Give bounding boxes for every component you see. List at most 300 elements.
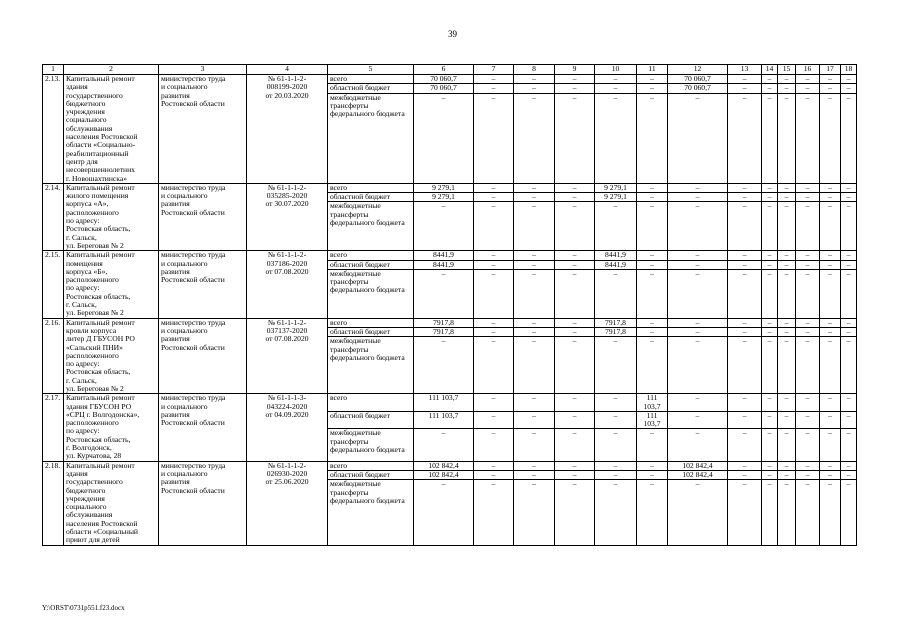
object-name-line: Ростовская область, bbox=[66, 435, 131, 444]
object-name-line: г. Сальск, bbox=[66, 301, 97, 310]
value-cell: – bbox=[841, 202, 857, 251]
object-name-line: приют для детей bbox=[66, 536, 120, 545]
value-cell: 9 279,1 bbox=[595, 183, 637, 192]
value-cell: – bbox=[820, 411, 841, 429]
value-cell: – bbox=[841, 337, 857, 394]
object-name bbox=[64, 394, 159, 461]
value-cell: – bbox=[820, 429, 841, 461]
value-cell: – bbox=[595, 411, 637, 429]
value-cell: – bbox=[778, 411, 796, 429]
expertise-document bbox=[247, 318, 328, 394]
value-cell: 70 060,7 bbox=[414, 75, 474, 84]
row-number: 2.17. bbox=[43, 394, 64, 461]
document-line: № 61-1-1-2- bbox=[267, 75, 307, 83]
value-cell: – bbox=[820, 327, 841, 336]
executor-line: развития bbox=[161, 200, 190, 209]
value-cell: – bbox=[728, 93, 762, 183]
expertise-document bbox=[247, 461, 328, 545]
footer-file-path: Y:\ORST\0731p551.f23.docx bbox=[42, 604, 125, 612]
value-cell: – bbox=[474, 327, 514, 336]
value-cell: – bbox=[474, 318, 514, 327]
executor-line: министерство труда bbox=[161, 461, 226, 470]
expertise-document bbox=[247, 394, 328, 461]
value-cell: – bbox=[762, 202, 778, 251]
value-cell: – bbox=[728, 337, 762, 394]
document-line: № 61-1-1-2- bbox=[267, 183, 307, 192]
value-cell: – bbox=[637, 480, 668, 545]
value-cell: – bbox=[762, 84, 778, 93]
value-cell: – bbox=[796, 461, 820, 470]
value-cell: – bbox=[820, 269, 841, 318]
value-cell: – bbox=[728, 183, 762, 192]
funding-source: областной бюджет bbox=[328, 470, 414, 479]
document-line: 008199-2020 bbox=[266, 83, 308, 92]
value-cell: – bbox=[778, 394, 796, 412]
value-cell: – bbox=[637, 269, 668, 318]
funding-source: всего bbox=[328, 461, 414, 470]
value-cell: – bbox=[474, 411, 514, 429]
row-number: 2.13. bbox=[43, 75, 64, 184]
column-header: 4 bbox=[247, 65, 328, 75]
value-cell: 111 103,7 bbox=[414, 411, 474, 429]
funding-source: областной бюджет bbox=[328, 193, 414, 202]
value-cell: – bbox=[820, 461, 841, 470]
object-name-line: расположенного bbox=[66, 351, 119, 360]
value-cell: – bbox=[514, 193, 555, 202]
funding-source: областной бюджет bbox=[328, 411, 414, 429]
value-cell: – bbox=[728, 193, 762, 202]
value-cell: – bbox=[555, 251, 595, 260]
funding-source: межбюджетные трансферты федерального бюджета bbox=[328, 202, 414, 251]
value-cell: – bbox=[514, 251, 555, 260]
object-name-line: государственного bbox=[66, 478, 123, 487]
table-row bbox=[43, 394, 857, 412]
document-line: от 30.07.2020 bbox=[265, 200, 309, 209]
funding-source: межбюджетные трансферты федерального бюджета bbox=[328, 269, 414, 318]
object-name-line: Капитальный ремонт bbox=[66, 461, 135, 470]
value-cell: – bbox=[796, 470, 820, 479]
column-header: 9 bbox=[555, 65, 595, 75]
executor-line: министерство труда bbox=[161, 394, 226, 403]
value-cell: – bbox=[474, 84, 514, 93]
object-name-line: Капитальный ремонт bbox=[66, 394, 135, 403]
value-cell: – bbox=[796, 327, 820, 336]
value-cell: – bbox=[555, 429, 595, 461]
executor-line: Ростовской области bbox=[161, 99, 225, 108]
value-cell: 8441,9 bbox=[595, 251, 637, 260]
object-name-line: ул. Береговая № 2 bbox=[66, 309, 124, 318]
object-name-line: по адресу: bbox=[66, 360, 100, 369]
value-cell: – bbox=[555, 75, 595, 84]
value-cell: – bbox=[668, 260, 728, 269]
value-cell: – bbox=[637, 75, 668, 84]
value-cell: – bbox=[762, 260, 778, 269]
value-cell: – bbox=[820, 84, 841, 93]
table-row bbox=[43, 318, 857, 327]
value-cell: – bbox=[762, 183, 778, 192]
value-cell: – bbox=[514, 202, 555, 251]
object-name bbox=[64, 251, 159, 318]
value-cell: – bbox=[762, 411, 778, 429]
value-cell: – bbox=[555, 84, 595, 93]
value-cell: 70 060,7 bbox=[668, 84, 728, 93]
document-line: от 25.06.2020 bbox=[265, 478, 309, 487]
value-cell: – bbox=[637, 251, 668, 260]
object-name-line: здания bbox=[66, 83, 88, 92]
value-cell: – bbox=[841, 75, 857, 84]
value-cell: – bbox=[514, 93, 555, 183]
value-cell: 111 103,7 bbox=[414, 394, 474, 412]
value-cell: – bbox=[820, 251, 841, 260]
executor-line: и социального bbox=[161, 83, 208, 92]
value-cell: – bbox=[820, 260, 841, 269]
value-cell: – bbox=[474, 183, 514, 192]
column-header: 11 bbox=[637, 65, 668, 75]
value-cell: – bbox=[841, 429, 857, 461]
value-cell: 7917,8 bbox=[414, 318, 474, 327]
value-cell: – bbox=[668, 337, 728, 394]
column-header: 2 bbox=[64, 65, 159, 75]
column-header: 7 bbox=[474, 65, 514, 75]
value-cell: – bbox=[414, 480, 474, 545]
object-name-line: по адресу: bbox=[66, 284, 100, 293]
object-name-line: корпуса «Б», bbox=[66, 267, 108, 276]
value-cell: – bbox=[778, 183, 796, 192]
value-cell: – bbox=[555, 260, 595, 269]
value-cell: – bbox=[637, 318, 668, 327]
value-cell: – bbox=[668, 429, 728, 461]
value-cell: – bbox=[778, 470, 796, 479]
value-cell: – bbox=[555, 411, 595, 429]
object-name-line: бюджетного bbox=[66, 99, 106, 108]
value-cell: – bbox=[474, 429, 514, 461]
row-number: 2.15. bbox=[43, 251, 64, 318]
page-number: 39 bbox=[448, 29, 457, 39]
funding-source: всего bbox=[328, 75, 414, 84]
value-cell: – bbox=[728, 411, 762, 429]
funding-source: межбюджетные трансферты федерального бюджета bbox=[328, 337, 414, 394]
value-cell: – bbox=[778, 260, 796, 269]
object-name-line: г. Сальск, bbox=[66, 233, 97, 242]
object-name bbox=[64, 461, 159, 545]
value-cell: 111 103,7 bbox=[637, 411, 668, 429]
value-cell: – bbox=[728, 260, 762, 269]
value-cell: – bbox=[820, 480, 841, 545]
document-line: № 61-1-1-2- bbox=[267, 251, 307, 260]
object-name-line: кровли корпуса bbox=[66, 326, 117, 335]
value-cell: – bbox=[668, 394, 728, 412]
value-cell: – bbox=[841, 411, 857, 429]
object-name-line: несовершеннолетних bbox=[66, 166, 135, 175]
executor-line: Ростовской области bbox=[161, 486, 225, 495]
value-cell: 7917,8 bbox=[414, 327, 474, 336]
executor-line: развития bbox=[161, 91, 190, 100]
value-cell: – bbox=[595, 84, 637, 93]
value-cell: – bbox=[474, 260, 514, 269]
value-cell: – bbox=[820, 93, 841, 183]
value-cell: – bbox=[762, 470, 778, 479]
executor-line: развития bbox=[161, 335, 190, 344]
value-cell: – bbox=[778, 193, 796, 202]
value-cell: 102 842,4 bbox=[668, 461, 728, 470]
value-cell: – bbox=[728, 84, 762, 93]
value-cell: – bbox=[668, 327, 728, 336]
value-cell: – bbox=[778, 480, 796, 545]
object-name-line: ул. Береговая № 2 bbox=[66, 384, 124, 393]
column-header: 6 bbox=[414, 65, 474, 75]
value-cell: – bbox=[668, 269, 728, 318]
executor-line: министерство труда bbox=[161, 251, 226, 260]
value-cell: – bbox=[668, 251, 728, 260]
executor-line: министерство труда bbox=[161, 183, 226, 192]
value-cell: – bbox=[728, 251, 762, 260]
value-cell: – bbox=[555, 337, 595, 394]
object-name bbox=[64, 75, 159, 184]
funding-source: областной бюджет bbox=[328, 260, 414, 269]
value-cell: – bbox=[820, 470, 841, 479]
value-cell: – bbox=[728, 202, 762, 251]
document-line: 043224-2020 bbox=[266, 402, 308, 411]
value-cell: – bbox=[820, 202, 841, 251]
value-cell: 102 842,4 bbox=[414, 470, 474, 479]
value-cell: – bbox=[474, 394, 514, 412]
value-cell: – bbox=[637, 470, 668, 479]
object-name-line: помещения bbox=[66, 259, 103, 268]
value-cell: 8441,9 bbox=[414, 251, 474, 260]
executor-line: развития bbox=[161, 410, 190, 419]
value-cell: – bbox=[778, 337, 796, 394]
object-name-line: Капитальный ремонт bbox=[66, 318, 135, 327]
value-cell: – bbox=[514, 269, 555, 318]
value-cell: – bbox=[762, 327, 778, 336]
object-name bbox=[64, 318, 159, 394]
value-cell: 70 060,7 bbox=[668, 75, 728, 84]
value-cell: – bbox=[762, 251, 778, 260]
document-line: от 20.03.2020 bbox=[265, 91, 309, 100]
object-name-line: расположенного bbox=[66, 276, 119, 285]
value-cell: – bbox=[555, 269, 595, 318]
document-line: 035285-2020 bbox=[266, 192, 308, 201]
value-cell: – bbox=[796, 193, 820, 202]
value-cell: 8441,9 bbox=[414, 260, 474, 269]
column-header: 5 bbox=[328, 65, 414, 75]
value-cell: – bbox=[474, 251, 514, 260]
object-name-line: литер Д ГБУСОН РО bbox=[66, 335, 135, 344]
executor-line: министерство труда bbox=[161, 75, 226, 83]
value-cell: – bbox=[668, 93, 728, 183]
value-cell: – bbox=[728, 394, 762, 412]
document-line: № 61-1-1-2- bbox=[267, 461, 307, 470]
value-cell: – bbox=[668, 193, 728, 202]
funding-source: областной бюджет bbox=[328, 84, 414, 93]
value-cell: – bbox=[595, 480, 637, 545]
value-cell: – bbox=[841, 183, 857, 192]
column-header: 13 bbox=[728, 65, 762, 75]
executor-line: и социального bbox=[161, 259, 208, 268]
value-cell: – bbox=[762, 480, 778, 545]
document-line: от 07.08.2020 bbox=[265, 335, 309, 344]
object-name-line: г. Новошахтинска» bbox=[66, 174, 128, 183]
expertise-document bbox=[247, 183, 328, 250]
budget-table bbox=[42, 64, 857, 546]
object-name-line: области «Социально- bbox=[66, 141, 136, 150]
object-name-line: Капитальный ремонт bbox=[66, 183, 135, 192]
document-line: от 04.09.2020 bbox=[265, 410, 309, 419]
value-cell: – bbox=[474, 470, 514, 479]
object-name-line: Ростовская область, bbox=[66, 368, 131, 377]
executor bbox=[159, 394, 247, 461]
object-name-line: центр для bbox=[66, 157, 98, 166]
column-header: 14 bbox=[762, 65, 778, 75]
object-name-line: бюджетного bbox=[66, 486, 106, 495]
value-cell: – bbox=[796, 260, 820, 269]
value-cell: – bbox=[637, 84, 668, 93]
value-cell: – bbox=[514, 480, 555, 545]
object-name-line: ул. Береговая № 2 bbox=[66, 241, 124, 250]
value-cell: – bbox=[595, 93, 637, 183]
column-header: 15 bbox=[778, 65, 796, 75]
value-cell: – bbox=[668, 411, 728, 429]
document-line: от 07.08.2020 bbox=[265, 267, 309, 276]
value-cell: – bbox=[474, 202, 514, 251]
object-name-line: расположенного bbox=[66, 208, 119, 217]
object-name-line: по адресу: bbox=[66, 427, 100, 436]
value-cell: – bbox=[514, 411, 555, 429]
table-row bbox=[43, 75, 857, 84]
value-cell: – bbox=[778, 429, 796, 461]
value-cell: – bbox=[595, 429, 637, 461]
value-cell: – bbox=[595, 75, 637, 84]
value-cell: – bbox=[778, 318, 796, 327]
executor-line: Ростовской области bbox=[161, 276, 225, 285]
value-cell: – bbox=[841, 470, 857, 479]
object-name-line: Капитальный ремонт bbox=[66, 75, 135, 83]
object-name-line: области «Социальный bbox=[66, 528, 138, 537]
value-cell: – bbox=[778, 93, 796, 183]
object-name-line: г. Сальск, bbox=[66, 376, 97, 385]
value-cell: – bbox=[637, 429, 668, 461]
value-cell: – bbox=[668, 480, 728, 545]
value-cell: – bbox=[796, 480, 820, 545]
value-cell: – bbox=[778, 461, 796, 470]
value-cell: – bbox=[555, 183, 595, 192]
value-cell: – bbox=[555, 193, 595, 202]
executor-line: Ростовской области bbox=[161, 419, 225, 428]
funding-source: всего bbox=[328, 183, 414, 192]
row-number: 2.14. bbox=[43, 183, 64, 250]
value-cell: – bbox=[514, 394, 555, 412]
value-cell: – bbox=[841, 394, 857, 412]
column-header: 8 bbox=[514, 65, 555, 75]
value-cell: – bbox=[820, 394, 841, 412]
value-cell: – bbox=[414, 269, 474, 318]
value-cell: – bbox=[820, 318, 841, 327]
column-header: 16 bbox=[796, 65, 820, 75]
value-cell: – bbox=[728, 429, 762, 461]
column-header: 3 bbox=[159, 65, 247, 75]
value-cell: – bbox=[637, 260, 668, 269]
value-cell: 7917,8 bbox=[595, 318, 637, 327]
table-row bbox=[43, 461, 857, 470]
value-cell: – bbox=[595, 394, 637, 412]
value-cell: 9 279,1 bbox=[595, 193, 637, 202]
header-row bbox=[43, 65, 857, 75]
object-name-line: населения Ростовской bbox=[66, 519, 138, 528]
value-cell: 102 842,4 bbox=[668, 470, 728, 479]
value-cell: – bbox=[637, 461, 668, 470]
value-cell: – bbox=[778, 84, 796, 93]
value-cell: – bbox=[820, 75, 841, 84]
value-cell: – bbox=[841, 251, 857, 260]
value-cell: – bbox=[637, 337, 668, 394]
value-cell: – bbox=[762, 75, 778, 84]
row-number: 2.16. bbox=[43, 318, 64, 394]
value-cell: – bbox=[762, 337, 778, 394]
object-name-line: Ростовская область, bbox=[66, 292, 131, 301]
executor-line: Ростовской области bbox=[161, 208, 225, 217]
column-header: 10 bbox=[595, 65, 637, 75]
value-cell: 8441,9 bbox=[595, 260, 637, 269]
value-cell: – bbox=[595, 461, 637, 470]
value-cell: – bbox=[841, 193, 857, 202]
value-cell: – bbox=[514, 75, 555, 84]
document-line: 037137-2020 bbox=[266, 326, 308, 335]
value-cell: – bbox=[474, 480, 514, 545]
value-cell: – bbox=[762, 461, 778, 470]
executor-line: министерство труда bbox=[161, 318, 226, 327]
value-cell: – bbox=[778, 327, 796, 336]
value-cell: – bbox=[595, 202, 637, 251]
value-cell: – bbox=[595, 470, 637, 479]
value-cell: – bbox=[796, 318, 820, 327]
object-name-line: социального bbox=[66, 503, 107, 512]
value-cell: – bbox=[796, 202, 820, 251]
value-cell: – bbox=[796, 411, 820, 429]
value-cell: – bbox=[796, 93, 820, 183]
value-cell: – bbox=[728, 318, 762, 327]
value-cell: – bbox=[514, 183, 555, 192]
value-cell: – bbox=[762, 269, 778, 318]
value-cell: – bbox=[762, 318, 778, 327]
value-cell: – bbox=[762, 193, 778, 202]
object-name-line: «Сальский ПНИ» bbox=[66, 343, 123, 352]
object-name-line: учреждения bbox=[66, 494, 105, 503]
object-name-line: населения Ростовской bbox=[66, 133, 138, 142]
object-name-line: обслуживания bbox=[66, 124, 113, 133]
executor bbox=[159, 251, 247, 318]
value-cell: – bbox=[474, 193, 514, 202]
object-name-line: обслуживания bbox=[66, 511, 113, 520]
value-cell: – bbox=[841, 260, 857, 269]
value-cell: – bbox=[796, 183, 820, 192]
object-name-line: здания bbox=[66, 469, 88, 478]
value-cell: – bbox=[514, 318, 555, 327]
document-line: № 61-1-1-2- bbox=[267, 318, 307, 327]
value-cell: – bbox=[728, 269, 762, 318]
value-cell: – bbox=[637, 183, 668, 192]
value-cell: – bbox=[414, 337, 474, 394]
value-cell: – bbox=[555, 318, 595, 327]
value-cell: – bbox=[555, 327, 595, 336]
value-cell: – bbox=[841, 84, 857, 93]
value-cell: – bbox=[414, 429, 474, 461]
value-cell: 111 103,7 bbox=[637, 394, 668, 412]
value-cell: – bbox=[841, 269, 857, 318]
value-cell: – bbox=[474, 337, 514, 394]
value-cell: 70 060,7 bbox=[414, 84, 474, 93]
value-cell: – bbox=[668, 183, 728, 192]
funding-source: всего bbox=[328, 251, 414, 260]
